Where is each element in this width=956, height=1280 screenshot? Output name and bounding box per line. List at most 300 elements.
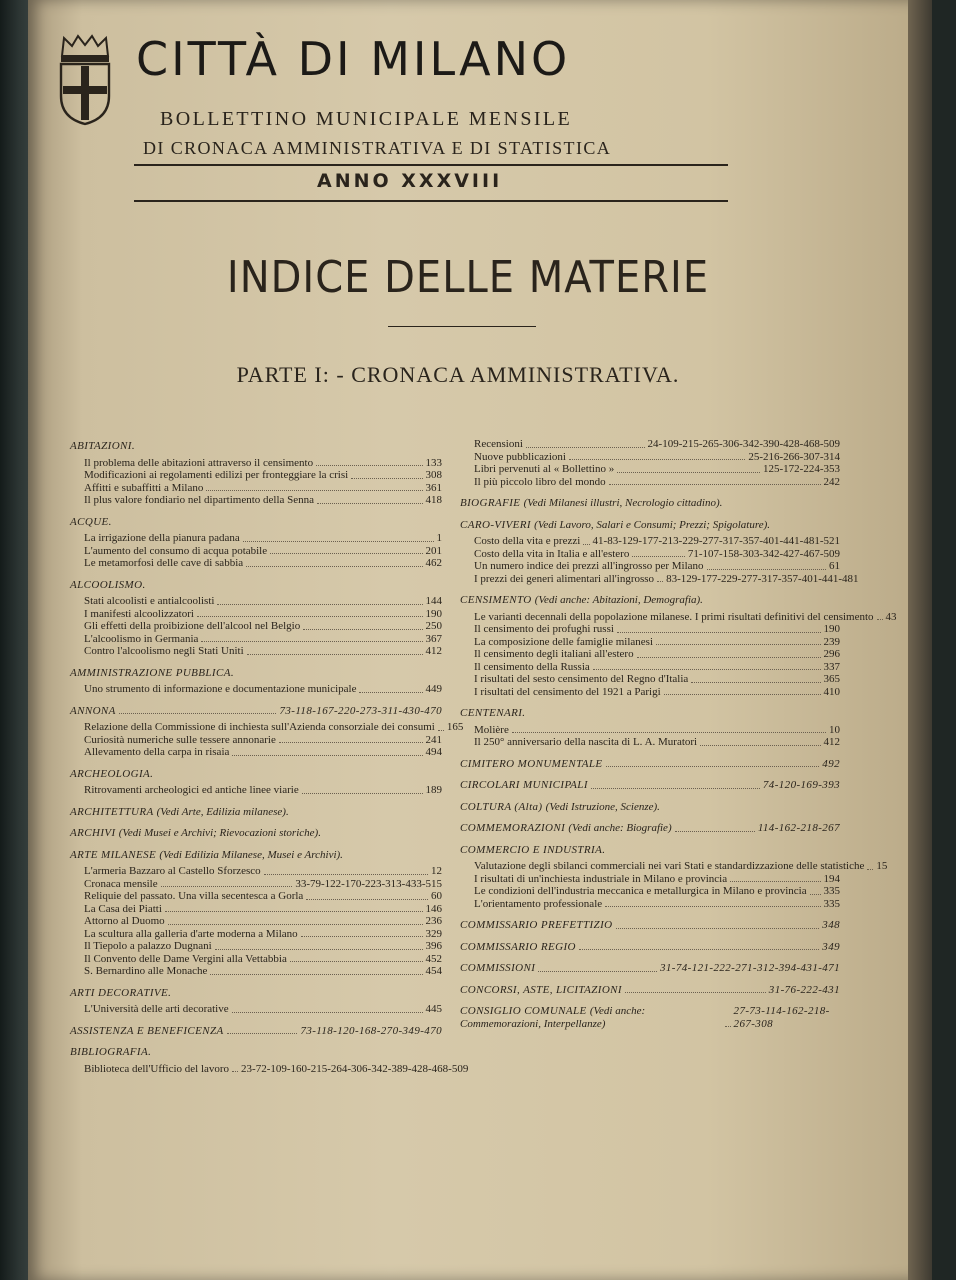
entry-pages: 23-72-109-160-215-264-306-342-389-428-468-509	[241, 1062, 469, 1075]
part-title: PARTE I: - CRONACA AMMINISTRATIVA.	[236, 362, 680, 387]
index-entry	[460, 463, 840, 476]
section-heading	[460, 519, 840, 532]
leader-dots	[700, 745, 820, 746]
section-name: CENTENARI.	[460, 707, 526, 719]
leader-dots	[725, 1026, 731, 1027]
entry-title: L'armeria Bazzaro al Castello Sforzesco	[84, 865, 261, 877]
leader-dots	[656, 644, 821, 645]
section-heading	[70, 440, 442, 453]
leader-dots	[675, 831, 755, 832]
entry-pages: 1	[436, 532, 442, 544]
section-note: (Vedi Edilizia Milanese, Musei e Archivi).	[159, 848, 343, 861]
leader-dots	[316, 465, 422, 466]
leader-dots	[579, 949, 819, 950]
index-entry	[70, 532, 442, 545]
index-entry	[70, 683, 442, 696]
entry-title: Relazione della Commissione di inchiesta sull'Azienda consorziale dei consumi	[84, 721, 435, 733]
section-heading-row	[70, 1025, 442, 1038]
leader-dots	[867, 869, 873, 870]
entry-pages: 144	[425, 595, 442, 607]
section-heading-text	[70, 1046, 151, 1059]
index-entry	[70, 469, 442, 482]
entry-pages: 361	[425, 481, 442, 494]
leader-dots	[206, 490, 422, 491]
leader-dots	[637, 657, 821, 658]
index-entry	[70, 734, 442, 747]
entry-pages: 60	[431, 890, 442, 902]
leader-dots	[625, 992, 766, 993]
section-heading	[460, 707, 840, 720]
index-entry	[70, 890, 442, 903]
index-entry	[460, 873, 840, 886]
index-entry	[460, 476, 840, 489]
entry-pages: 165	[446, 721, 464, 733]
leader-dots	[210, 974, 422, 975]
entry-pages: 189	[425, 784, 442, 796]
entry-pages: 365	[823, 673, 840, 685]
leader-dots	[317, 503, 422, 504]
index-entry	[70, 940, 442, 953]
index-section	[460, 801, 840, 814]
entry-pages: 71-107-158-303-342-427-467-509	[687, 547, 840, 560]
leader-dots	[232, 755, 422, 756]
index-entry	[70, 953, 442, 966]
section-name: COMMEMORAZIONI	[460, 822, 566, 834]
leader-dots	[609, 484, 821, 485]
leader-dots	[617, 472, 760, 473]
section-heading-text	[460, 984, 622, 997]
index-section	[460, 594, 897, 698]
entry-title: Reliquie del passato. Una villa secentesca a Gorla	[84, 890, 304, 902]
section-name: ARTE MILANESE	[70, 848, 157, 861]
section-name: ARTI DECORATIVE.	[70, 986, 172, 999]
entry-title: Le metamorfosi delle cave di sabbia	[84, 557, 244, 569]
section-heading-text	[460, 822, 672, 835]
leader-dots	[303, 629, 422, 630]
section-heading-row	[460, 984, 840, 997]
section-heading-row	[460, 822, 840, 835]
index-entry	[460, 898, 840, 911]
section-heading-row	[70, 806, 442, 819]
section-heading	[460, 594, 840, 607]
index-column-right	[460, 438, 897, 1034]
section-heading-text	[460, 1005, 722, 1030]
entry-pages: 396	[425, 940, 442, 952]
section-heading-row	[460, 758, 840, 771]
leader-dots	[593, 669, 821, 670]
entry-title: Costo della vita e prezzi	[474, 535, 581, 547]
leader-dots	[730, 881, 820, 882]
index-entry	[70, 1003, 442, 1016]
leader-dots	[301, 936, 423, 937]
entry-title: Cronaca mensile	[84, 877, 158, 890]
entry-pages: 146	[425, 902, 442, 915]
section-heading-text	[70, 516, 112, 529]
leader-dots	[215, 949, 423, 950]
section-heading	[70, 987, 442, 1000]
section-name: CONCORSI, ASTE, LICITAZIONI	[460, 983, 622, 996]
section-pages: 492	[822, 757, 840, 770]
entry-pages: 236	[425, 915, 442, 927]
entry-pages: 41-83-129-177-213-229-277-317-357-401-441-481-521	[592, 535, 840, 547]
index-entry	[70, 633, 442, 646]
entry-title: Il 250° anniversario della nascita di L. A. Muratori	[474, 736, 698, 748]
section-name: BIOGRAFIE	[460, 497, 521, 509]
index-entry	[70, 965, 442, 978]
leader-dots	[569, 459, 745, 460]
index-section	[460, 497, 840, 510]
entry-title: L'Università delle arti decorative	[84, 1003, 229, 1015]
section-pages: 349	[822, 940, 840, 953]
entry-title: Stati alcoolisti e antialcoolisti	[84, 595, 215, 607]
entry-pages: 452	[425, 952, 442, 965]
section-heading	[70, 806, 442, 819]
index-section	[70, 516, 442, 570]
index-title: INDICE DELLE MATERIE	[226, 253, 710, 303]
entry-title: Costo della vita in Italia e all'estero	[474, 547, 630, 560]
section-heading	[460, 1005, 840, 1030]
section-heading	[460, 758, 840, 771]
entry-title: I manifesti alcoolizzatori	[84, 607, 194, 620]
entry-pages: 445	[425, 1003, 442, 1015]
section-heading-row	[460, 844, 840, 857]
section-pages: 27-73-114-162-218-267-308	[733, 1005, 830, 1030]
entry-pages: 335	[823, 897, 840, 910]
section-pages: 348	[822, 919, 840, 931]
section-heading	[70, 705, 442, 718]
index-entry	[70, 928, 442, 941]
leader-dots	[161, 886, 293, 887]
section-heading-text	[70, 579, 146, 592]
leader-dots	[279, 742, 423, 743]
section-heading-row	[70, 667, 442, 680]
section-heading-text	[70, 440, 135, 453]
section-heading-text	[70, 705, 116, 718]
section-heading-text	[460, 594, 703, 607]
section-note: (Vedi Musei e Archivi; Rievocazioni storiche).	[118, 827, 321, 839]
section-note: (Vedi anche: Abitazioni, Demografia).	[534, 594, 703, 606]
entry-title: Allevamento della carpa in risaia	[84, 746, 230, 758]
index-entry	[70, 865, 442, 878]
leader-dots	[227, 1033, 298, 1034]
index-entry	[70, 915, 442, 928]
index-entry	[70, 608, 442, 621]
section-heading-text	[460, 707, 525, 720]
entry-pages: 329	[425, 927, 442, 940]
entry-title: Gli effetti della proibizione dell'alcool nel Belgio	[84, 620, 301, 632]
entry-title: Il censimento degli italiani all'estero	[474, 648, 634, 660]
section-note: (Vedi Milanesi illustri, Necrologio cittadino).	[523, 497, 723, 509]
publication-subtitle-2: DI CRONACA AMMINISTRATIVA E DI STATISTICA	[143, 138, 612, 158]
entry-pages: 337	[823, 660, 840, 673]
entry-pages: 61	[829, 560, 840, 572]
section-name: CARO-VIVERI	[460, 518, 531, 531]
leader-dots	[232, 1071, 238, 1072]
index-entry	[70, 557, 442, 570]
index-entry	[70, 482, 442, 495]
leader-dots	[605, 906, 820, 907]
index-entry	[460, 885, 840, 898]
section-name: ALCOOLISMO.	[70, 578, 146, 591]
title-divider	[388, 326, 536, 327]
section-heading	[460, 984, 840, 997]
entry-title: Il censimento dei profughi russi	[474, 623, 614, 635]
index-entry	[460, 451, 840, 464]
section-pages: 73-118-120-168-270-349-470	[300, 1024, 442, 1037]
entry-title: Molière	[474, 723, 509, 736]
entry-pages: 15	[876, 860, 888, 872]
section-name: COMMISSARIO REGIO	[460, 940, 576, 953]
section-name: CIRCOLARI MUNICIPALI	[460, 779, 588, 791]
index-section	[460, 707, 840, 749]
entry-pages: 454	[425, 965, 442, 977]
entry-title: Il Convento delle Dame Vergini alla Vettabbia	[84, 952, 287, 965]
leader-dots	[616, 928, 820, 929]
page-edge	[908, 0, 932, 1280]
entry-pages: 25-216-266-307-314	[748, 450, 840, 463]
index-section	[460, 438, 840, 488]
section-heading-row	[70, 516, 442, 529]
section-heading	[460, 822, 840, 835]
entry-pages: 410	[823, 685, 840, 698]
section-heading-text	[460, 844, 605, 857]
section-heading	[70, 516, 442, 529]
section-name: ARCHIVI	[70, 827, 116, 839]
entry-title: Le condizioni dell'industria meccanica e metallurgica in Milano e provincia	[474, 885, 807, 897]
section-pages: 73-118-167-220-273-311-430-470	[279, 704, 442, 717]
section-name: COMMERCIO E INDUSTRIA.	[460, 843, 606, 856]
publication-subtitle: BOLLETTINO MUNICIPALE MENSILE	[160, 108, 573, 130]
index-section	[70, 987, 442, 1016]
entry-pages: 494	[425, 746, 442, 758]
index-section	[70, 768, 442, 797]
entry-pages: 335	[823, 885, 840, 897]
index-section	[70, 579, 442, 658]
leader-dots	[657, 581, 663, 582]
entry-title: I risultati del sesto censimento del Regno d'Italia	[474, 673, 689, 685]
entry-pages: 125-172-224-353	[763, 463, 840, 475]
section-heading-text	[70, 806, 289, 819]
index-section	[70, 704, 464, 759]
index-entry	[70, 878, 442, 891]
entry-pages: 24-109-215-265-306-342-390-428-468-509	[647, 438, 840, 450]
index-entry	[460, 661, 840, 674]
section-heading-text	[70, 849, 343, 862]
section-heading-row	[460, 519, 840, 532]
entry-title: Valutazione degli sbilanci commerciali nei vari Stati e standardizzazione delle statistiche	[474, 860, 865, 872]
entry-title: Un numero indice dei prezzi all'ingrosso per Milano	[474, 560, 704, 572]
section-pages: 31-76-222-431	[768, 983, 840, 996]
index-entry	[70, 494, 442, 507]
index-section	[460, 984, 840, 997]
section-heading-text	[460, 758, 603, 771]
entry-title: Curiosità numeriche sulle tessere annonarie	[84, 733, 276, 746]
index-section	[460, 518, 859, 586]
index-section	[70, 849, 442, 978]
section-heading-text	[460, 497, 722, 510]
section-heading-text	[460, 779, 588, 792]
index-entry	[70, 457, 442, 470]
section-heading-text	[70, 1025, 224, 1038]
index-section	[460, 941, 840, 954]
index-section	[70, 806, 442, 819]
section-heading	[460, 844, 840, 857]
entry-pages: 418	[425, 494, 442, 506]
entry-title: Modificazioni ai regolamenti edilizi per fronteggiare la crisi	[84, 469, 349, 481]
entry-title: L'aumento del consumo di acqua potabile	[84, 544, 268, 557]
section-heading-text	[460, 941, 576, 954]
document-page	[28, 0, 932, 1280]
section-name: ACQUE.	[70, 515, 112, 528]
leader-dots	[438, 730, 444, 731]
index-entry	[460, 860, 888, 873]
index-entry	[460, 560, 840, 573]
entry-pages: 412	[425, 645, 442, 657]
section-name: BIBLIOGRAFIA.	[70, 1046, 152, 1058]
entry-pages: 190	[425, 607, 442, 620]
entry-title: Il più piccolo libro del mondo	[474, 475, 606, 488]
index-entry	[460, 648, 840, 661]
index-entry	[460, 548, 840, 561]
section-heading-row	[460, 941, 840, 954]
entry-title: I prezzi dei generi alimentari all'ingrosso	[474, 572, 655, 585]
section-heading	[70, 827, 442, 840]
entry-title: Biblioteca dell'Ufficio del lavoro	[84, 1062, 230, 1075]
index-section	[460, 919, 840, 932]
leader-dots	[232, 1012, 423, 1013]
leader-dots	[217, 604, 422, 605]
section-heading-text	[70, 987, 171, 1000]
index-section	[70, 827, 442, 840]
entry-title: Affitti e subaffitti a Milano	[84, 481, 204, 494]
section-note: (Vedi Arte, Edilizia milanese).	[156, 805, 289, 818]
section-name: COMMISSIONI	[460, 962, 536, 974]
index-section	[460, 779, 840, 792]
index-entry	[70, 746, 442, 759]
section-heading-text	[70, 768, 153, 781]
index-entry	[460, 572, 859, 586]
section-heading-row	[460, 779, 840, 792]
section-heading-row	[70, 987, 442, 1000]
section-heading	[70, 579, 442, 592]
index-section	[460, 758, 840, 771]
section-note: (Vedi anche: Biografie)	[568, 822, 672, 834]
entry-title: Recensioni	[474, 438, 523, 450]
leader-dots	[246, 566, 422, 567]
leader-dots	[512, 732, 826, 733]
entry-pages: 250	[425, 620, 442, 632]
section-name: ANNONA	[70, 704, 116, 717]
section-heading-text	[460, 519, 770, 532]
entry-pages: 296	[823, 648, 840, 660]
leader-dots	[810, 894, 821, 895]
entry-pages: 190	[823, 623, 840, 635]
section-heading-row	[70, 579, 442, 592]
milan-coat-of-arms-icon	[56, 34, 114, 126]
leader-dots	[247, 654, 423, 655]
entry-title: I risultati di un'inchiesta industriale in Milano e provincia	[474, 872, 728, 885]
entry-title: Il Tiepolo a palazzo Dugnani	[84, 940, 212, 952]
leader-dots	[306, 899, 428, 900]
index-entry	[460, 736, 840, 749]
index-entry	[460, 724, 840, 737]
section-pages: 74-120-169-393	[762, 779, 840, 791]
entry-pages: 241	[425, 733, 442, 746]
leader-dots	[691, 682, 820, 683]
index-entry	[70, 645, 442, 658]
index-section	[70, 440, 442, 507]
section-heading	[70, 768, 442, 781]
leader-dots	[877, 619, 883, 620]
entry-pages: 133	[425, 456, 442, 469]
index-section	[70, 1025, 442, 1038]
index-entry	[460, 610, 897, 624]
leader-dots	[201, 641, 422, 642]
entry-pages: 412	[823, 736, 840, 748]
index-section	[460, 843, 888, 911]
section-heading-text	[460, 962, 535, 975]
entry-pages: 83-129-177-229-277-317-357-401-441-481	[666, 572, 859, 585]
section-heading-row	[460, 919, 840, 932]
index-entry	[460, 535, 840, 548]
index-entry	[70, 620, 442, 633]
section-heading-row	[460, 594, 840, 607]
section-heading-text	[70, 827, 321, 840]
section-heading-row	[70, 440, 442, 453]
section-pages: 31-74-121-222-271-312-394-431-471	[659, 962, 840, 974]
section-name: AMMINISTRAZIONE PUBBLICA.	[70, 666, 234, 679]
index-entry	[460, 673, 840, 686]
entry-title: Il problema delle abitazioni attraverso il censimento	[84, 456, 314, 469]
section-heading-row	[460, 1005, 840, 1030]
leader-dots	[664, 694, 821, 695]
leader-dots	[119, 713, 277, 714]
leader-dots	[168, 924, 423, 925]
section-heading-row	[460, 497, 840, 510]
section-heading	[460, 941, 840, 954]
section-name: COLTURA (Alta)	[460, 800, 543, 813]
leader-dots	[606, 766, 820, 767]
section-heading-text	[70, 667, 234, 680]
leader-dots	[538, 971, 657, 972]
section-heading-row	[460, 707, 840, 720]
entry-title: Ritrovamenti archeologici ed antiche linee viarie	[84, 784, 299, 796]
section-note: (Vedi Lavoro, Salari e Consumi; Prezzi; Spigolature).	[534, 518, 771, 531]
index-entry	[70, 595, 442, 608]
entry-title: La composizione delle famiglie milanesi	[474, 635, 653, 648]
entry-pages: 194	[823, 872, 840, 885]
index-column-left	[70, 440, 469, 1075]
entry-pages: 449	[425, 683, 442, 695]
leader-dots	[591, 788, 760, 789]
section-name: CONSIGLIO COMUNALE	[460, 1005, 587, 1017]
section-note: (Vedi anche: Commemorazioni, Interpellanze)	[460, 1005, 646, 1030]
section-heading-row	[70, 768, 442, 781]
header-rule-bottom	[134, 200, 728, 202]
index-section	[460, 822, 840, 835]
leader-dots	[351, 478, 422, 479]
leader-dots	[243, 541, 434, 542]
index-section	[460, 962, 840, 975]
entry-title: Il plus valore fondiario nel dipartimento della Senna	[84, 494, 315, 506]
leader-dots	[302, 793, 423, 794]
entry-title: Libri pervenuti al « Bollettino »	[474, 463, 615, 475]
section-heading	[460, 497, 840, 510]
index-entry	[70, 721, 464, 734]
entry-pages: 242	[823, 475, 840, 488]
leader-dots	[617, 632, 821, 633]
entry-pages: 12	[431, 865, 442, 877]
